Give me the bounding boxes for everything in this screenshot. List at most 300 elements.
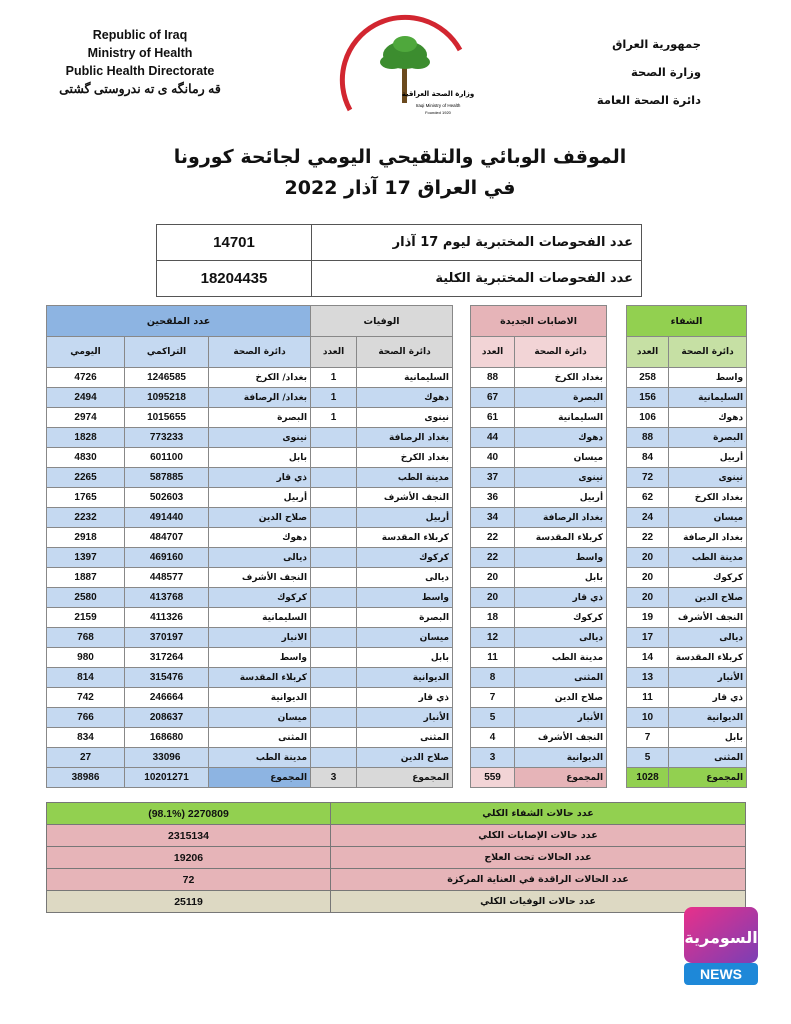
deaths-count — [311, 668, 357, 688]
deaths-dept: نينوى — [357, 408, 453, 428]
recovered-count: 22 — [627, 528, 669, 548]
cases-dept: النجف الأشرف — [515, 728, 607, 748]
gap-cell — [453, 588, 471, 608]
recovered-count: 11 — [627, 688, 669, 708]
cases-count: 37 — [471, 468, 515, 488]
group-header-row — [47, 306, 747, 337]
table-row — [47, 528, 747, 548]
table-row — [47, 548, 747, 568]
cases-count: 34 — [471, 508, 515, 528]
vaccinated-cumulative: 317264 — [125, 648, 209, 668]
recovered-dept: النجف الأشرف — [669, 608, 747, 628]
deaths-count — [311, 728, 357, 748]
gap-cell — [607, 428, 627, 448]
vaccinated-daily: 980 — [47, 648, 125, 668]
summary-value: 2315134 — [47, 825, 331, 847]
gap-cell — [607, 628, 627, 648]
cases-dept: كركوك — [515, 608, 607, 628]
recovered-dept: مدينة الطب — [669, 548, 747, 568]
recovered-count: 7 — [627, 728, 669, 748]
totals-label: المجموع — [669, 768, 747, 788]
recovered-dept: بابل — [669, 728, 747, 748]
cases-dept: بابل — [515, 568, 607, 588]
recovered-count: 72 — [627, 468, 669, 488]
recovered-count: 5 — [627, 748, 669, 768]
vaccinated-cumulative: 1015655 — [125, 408, 209, 428]
gap-cell — [453, 768, 471, 788]
header-english — [40, 26, 240, 98]
recovered-count: 106 — [627, 408, 669, 428]
vaccinated-daily: 1828 — [47, 428, 125, 448]
deaths-dept: صلاح الدين — [357, 748, 453, 768]
gap-cell — [453, 748, 471, 768]
tests-row — [157, 261, 642, 297]
gap-cell — [453, 388, 471, 408]
cases-count: 22 — [471, 528, 515, 548]
summary-row — [47, 847, 746, 869]
cases-dept: كربلاء المقدسة — [515, 528, 607, 548]
news-tag: NEWS — [700, 966, 742, 982]
cases-count: 4 — [471, 728, 515, 748]
deaths-count — [311, 548, 357, 568]
cases-count: 36 — [471, 488, 515, 508]
gap-cell — [453, 548, 471, 568]
vaccinated-cumulative: 33096 — [125, 748, 209, 768]
cases-count: 61 — [471, 408, 515, 428]
gap-cell — [453, 368, 471, 388]
vaccinated-daily: 766 — [47, 708, 125, 728]
deaths-dept: ديالى — [357, 568, 453, 588]
vaccinated-dept: كربلاء المقدسة — [209, 668, 311, 688]
vaccinated-daily: 1887 — [47, 568, 125, 588]
cases-count: 11 — [471, 648, 515, 668]
deaths-count — [311, 588, 357, 608]
gap-cell — [607, 768, 627, 788]
cases-dept: الأنبار — [515, 708, 607, 728]
totals-label: المجموع — [515, 768, 607, 788]
logo-text-year: Founded 1920 — [425, 110, 451, 115]
col-dept: دائرة الصحة — [209, 337, 311, 368]
cases-dept: واسط — [515, 548, 607, 568]
table-row — [47, 568, 747, 588]
cases-count: 18 — [471, 608, 515, 628]
recovered-count: 17 — [627, 628, 669, 648]
vaccinated-dept: أربيل — [209, 488, 311, 508]
col-dept: دائرة الصحة — [515, 337, 607, 368]
cases-count: 12 — [471, 628, 515, 648]
deaths-count — [311, 448, 357, 468]
summary-label: عدد حالات الإصابات الكلي — [331, 825, 746, 847]
vaccinated-daily: 2232 — [47, 508, 125, 528]
table-row — [47, 368, 747, 388]
cases-dept: السليمانية — [515, 408, 607, 428]
summary-row — [47, 825, 746, 847]
vaccinated-dept: البصرة — [209, 408, 311, 428]
table-row — [47, 608, 747, 628]
vaccinated-dept: دهوك — [209, 528, 311, 548]
vaccinated-cumulative: 1246585 — [125, 368, 209, 388]
summary-label: عدد حالات الشفاء الكلي — [331, 803, 746, 825]
vaccinated-daily: 814 — [47, 668, 125, 688]
gap-cell — [607, 488, 627, 508]
cases-count: 88 — [471, 368, 515, 388]
gap-cell — [453, 468, 471, 488]
table-row — [47, 628, 747, 648]
vaccinated-cumulative: 1095218 — [125, 388, 209, 408]
header-en-line: Republic of Iraq — [92, 28, 188, 42]
vaccinated-daily: 4830 — [47, 448, 125, 468]
table-row — [47, 388, 747, 408]
table-row — [47, 468, 747, 488]
table-row — [47, 648, 747, 668]
gap-cell — [453, 306, 471, 337]
vaccinated-dept: نينوى — [209, 428, 311, 448]
gap-cell — [607, 588, 627, 608]
recovered-dept: المثنى — [669, 748, 747, 768]
vaccinated-dept: ميسان — [209, 708, 311, 728]
header-arabic — [561, 30, 701, 114]
header-en-line: Ministry of Health — [87, 46, 193, 60]
gap-cell — [453, 488, 471, 508]
vaccinated-daily: 2159 — [47, 608, 125, 628]
vaccinated-dept: مدينة الطب — [209, 748, 311, 768]
vaccinated-cumulative: 491440 — [125, 508, 209, 528]
recovered-dept: بغداد الرصافة — [669, 528, 747, 548]
summary-label: عدد الحالات تحت العلاج — [331, 847, 746, 869]
vaccinated-cumulative: 469160 — [125, 548, 209, 568]
gap-cell — [453, 628, 471, 648]
deaths-dept: كربلاء المقدسة — [357, 528, 453, 548]
gap-cell — [607, 337, 627, 368]
tests-value: 14701 — [157, 225, 312, 261]
col-daily: اليومي — [47, 337, 125, 368]
deaths-dept: بغداد الرصافة — [357, 428, 453, 448]
cases-count: 3 — [471, 748, 515, 768]
cases-dept: البصرة — [515, 388, 607, 408]
summary-label: عدد حالات الوفيات الكلي — [331, 891, 746, 913]
cases-count: 20 — [471, 568, 515, 588]
recovered-dept: دهوك — [669, 408, 747, 428]
deaths-dept: بابل — [357, 648, 453, 668]
header-ar-line: وزارة الصحة — [631, 65, 701, 79]
vaccinated-daily: 742 — [47, 688, 125, 708]
summary-value: 19206 — [47, 847, 331, 869]
gap-cell — [607, 468, 627, 488]
gap-cell — [607, 388, 627, 408]
recovered-count: 20 — [627, 588, 669, 608]
vaccinated-cumulative: 246664 — [125, 688, 209, 708]
vaccinated-daily: 2974 — [47, 408, 125, 428]
cases-dept: نينوى — [515, 468, 607, 488]
table-row — [47, 748, 747, 768]
deaths-count — [311, 508, 357, 528]
totals-vaccinated-daily: 38986 — [47, 768, 125, 788]
vaccinated-cumulative: 411326 — [125, 608, 209, 628]
ministry-logo — [330, 10, 480, 130]
table-row — [47, 708, 747, 728]
deaths-count — [311, 468, 357, 488]
table-row — [47, 688, 747, 708]
deaths-count: 1 — [311, 388, 357, 408]
gap-cell — [607, 688, 627, 708]
vaccinated-cumulative: 315476 — [125, 668, 209, 688]
deaths-dept: المثنى — [357, 728, 453, 748]
gap-cell — [453, 568, 471, 588]
totals-cases: 559 — [471, 768, 515, 788]
cases-dept: ميسان — [515, 448, 607, 468]
cases-count: 8 — [471, 668, 515, 688]
deaths-dept: السليمانية — [357, 368, 453, 388]
vaccinated-daily: 2918 — [47, 528, 125, 548]
cases-count: 7 — [471, 688, 515, 708]
recovered-dept: صلاح الدين — [669, 588, 747, 608]
cases-count: 20 — [471, 588, 515, 608]
group-recovered: الشفاء — [627, 306, 747, 337]
gap-cell — [453, 668, 471, 688]
gap-cell — [607, 448, 627, 468]
table-row — [47, 428, 747, 448]
deaths-count — [311, 688, 357, 708]
alsumaria-news-logo — [680, 905, 762, 987]
recovered-dept: الأنبار — [669, 668, 747, 688]
cases-dept: بغداد الرصافة — [515, 508, 607, 528]
header-en-line: ﻗﻪ ﺭﻣﺎﻧﮕﻪ ﯼ ﺗﻪ ﻧﺪﺭﻭﺳﺘﯽ ﮔﺸﺘﯽ — [59, 82, 221, 96]
totals-recovered: 1028 — [627, 768, 669, 788]
recovered-count: 10 — [627, 708, 669, 728]
logo-text-en: Iraqi Ministry of Health — [415, 103, 461, 108]
gap-cell — [607, 528, 627, 548]
cases-count: 40 — [471, 448, 515, 468]
recovered-count: 88 — [627, 428, 669, 448]
vaccinated-dept: ذي قار — [209, 468, 311, 488]
deaths-dept: أربيل — [357, 508, 453, 528]
gap-cell — [453, 337, 471, 368]
cases-dept: دهوك — [515, 428, 607, 448]
col-dept: دائرة الصحة — [357, 337, 453, 368]
vaccinated-daily: 4726 — [47, 368, 125, 388]
gap-cell — [607, 608, 627, 628]
gap-cell — [607, 306, 627, 337]
recovered-count: 258 — [627, 368, 669, 388]
news-brand: السومرية — [684, 928, 758, 947]
tests-value: 18204435 — [157, 261, 312, 297]
cases-dept: صلاح الدين — [515, 688, 607, 708]
cases-dept: بغداد الكرخ — [515, 368, 607, 388]
cases-count: 5 — [471, 708, 515, 728]
summary-row — [47, 803, 746, 825]
vaccinated-dept: المثنى — [209, 728, 311, 748]
cases-dept: الديوانية — [515, 748, 607, 768]
gap-cell — [607, 368, 627, 388]
subheader-row — [47, 337, 747, 368]
vaccinated-dept: بغداد/ الرصافة — [209, 388, 311, 408]
gap-cell — [453, 408, 471, 428]
totals-label: المجموع — [209, 768, 311, 788]
vaccinated-cumulative: 370197 — [125, 628, 209, 648]
gap-cell — [453, 428, 471, 448]
gap-cell — [607, 708, 627, 728]
vaccinated-dept: السليمانية — [209, 608, 311, 628]
news-logo-icon — [680, 905, 762, 987]
vaccinated-cumulative: 502603 — [125, 488, 209, 508]
vaccinated-daily: 1397 — [47, 548, 125, 568]
table-row — [47, 728, 747, 748]
deaths-dept: البصرة — [357, 608, 453, 628]
ministry-logo-icon — [330, 10, 480, 130]
vaccinated-cumulative: 413768 — [125, 588, 209, 608]
totals-deaths: 3 — [311, 768, 357, 788]
deaths-count — [311, 568, 357, 588]
deaths-count — [311, 748, 357, 768]
cases-dept: مدينة الطب — [515, 648, 607, 668]
group-vaccinated: عدد الملقحين — [47, 306, 311, 337]
deaths-dept: الأنبار — [357, 708, 453, 728]
gap-cell — [607, 568, 627, 588]
recovered-count: 13 — [627, 668, 669, 688]
gap-cell — [453, 448, 471, 468]
deaths-count — [311, 488, 357, 508]
header-ar-line: دائرة الصحة العامة — [596, 93, 701, 107]
summary-value: 72 — [47, 869, 331, 891]
deaths-count — [311, 628, 357, 648]
logo-text-ar: وزارة الصحة العراقية — [401, 90, 475, 98]
recovered-dept: كربلاء المقدسة — [669, 648, 747, 668]
recovered-dept: السليمانية — [669, 388, 747, 408]
table-row — [47, 588, 747, 608]
col-cumulative: التراكمي — [125, 337, 209, 368]
summary-value: 2270809 (98.1%) — [47, 803, 331, 825]
deaths-dept: النجف الأشرف — [357, 488, 453, 508]
col-dept: دائرة الصحة — [669, 337, 747, 368]
col-count: العدد — [471, 337, 515, 368]
recovered-dept: البصرة — [669, 428, 747, 448]
gap-cell — [453, 528, 471, 548]
cases-dept: أربيل — [515, 488, 607, 508]
gap-cell — [607, 548, 627, 568]
gap-cell — [607, 648, 627, 668]
gap-cell — [607, 748, 627, 768]
recovered-dept: أربيل — [669, 448, 747, 468]
deaths-dept: بغداد الكرخ — [357, 448, 453, 468]
totals-label: المجموع — [357, 768, 453, 788]
recovered-count: 14 — [627, 648, 669, 668]
col-count: العدد — [311, 337, 357, 368]
table-row — [47, 488, 747, 508]
vaccinated-cumulative: 773233 — [125, 428, 209, 448]
recovered-count: 62 — [627, 488, 669, 508]
gap-cell — [607, 728, 627, 748]
deaths-dept: واسط — [357, 588, 453, 608]
deaths-count: 1 — [311, 408, 357, 428]
vaccinated-cumulative: 448577 — [125, 568, 209, 588]
gap-cell — [453, 508, 471, 528]
gap-cell — [607, 508, 627, 528]
tests-label: عدد الفحوصات المختبرية ليوم 17 آذار — [312, 225, 642, 261]
cases-count: 44 — [471, 428, 515, 448]
gap-cell — [453, 688, 471, 708]
cases-dept: المثنى — [515, 668, 607, 688]
cases-count: 22 — [471, 548, 515, 568]
recovered-dept: واسط — [669, 368, 747, 388]
deaths-count — [311, 528, 357, 548]
tests-row — [157, 225, 642, 261]
col-count: العدد — [627, 337, 669, 368]
title-line-2: في العراق 17 آذار 2022 — [284, 177, 516, 199]
table-row — [47, 408, 747, 428]
recovered-count: 19 — [627, 608, 669, 628]
vaccinated-dept: النجف الأشرف — [209, 568, 311, 588]
vaccinated-dept: كركوك — [209, 588, 311, 608]
gap-cell — [607, 668, 627, 688]
gap-cell — [453, 648, 471, 668]
vaccinated-daily: 1765 — [47, 488, 125, 508]
group-cases: الاصابات الجديدة — [471, 306, 607, 337]
header-en-line: Public Health Directorate — [65, 64, 215, 78]
deaths-dept: الديوانية — [357, 668, 453, 688]
vaccinated-daily: 834 — [47, 728, 125, 748]
vaccinated-dept: واسط — [209, 648, 311, 668]
deaths-dept: ذي قار — [357, 688, 453, 708]
totals-vaccinated-cumulative: 10201271 — [125, 768, 209, 788]
summary-table — [46, 802, 746, 913]
table-row — [47, 448, 747, 468]
recovered-count: 84 — [627, 448, 669, 468]
summary-label: عدد الحالات الراقدة في العناية المركزة — [331, 869, 746, 891]
recovered-count: 24 — [627, 508, 669, 528]
recovered-dept: كركوك — [669, 568, 747, 588]
vaccinated-daily: 768 — [47, 628, 125, 648]
deaths-count — [311, 608, 357, 628]
deaths-dept: كركوك — [357, 548, 453, 568]
recovered-dept: الديوانية — [669, 708, 747, 728]
recovered-count: 20 — [627, 568, 669, 588]
vaccinated-daily: 2580 — [47, 588, 125, 608]
deaths-count — [311, 428, 357, 448]
vaccinated-dept: الديوانية — [209, 688, 311, 708]
vaccinated-cumulative: 587885 — [125, 468, 209, 488]
vaccinated-cumulative: 601100 — [125, 448, 209, 468]
gap-cell — [453, 608, 471, 628]
stats-table — [46, 305, 747, 788]
table-row — [47, 668, 747, 688]
summary-row — [47, 891, 746, 913]
recovered-dept: ميسان — [669, 508, 747, 528]
summary-row — [47, 869, 746, 891]
deaths-dept: ميسان — [357, 628, 453, 648]
deaths-dept: دهوك — [357, 388, 453, 408]
vaccinated-daily: 2265 — [47, 468, 125, 488]
title-line-1: الموقف الوبائي والتلقيحي اليومي لجائحة كورونا — [173, 146, 627, 168]
header-ar-line: جمهورية العراق — [612, 37, 701, 51]
vaccinated-cumulative: 484707 — [125, 528, 209, 548]
gap-cell — [607, 408, 627, 428]
recovered-dept: بغداد الكرخ — [669, 488, 747, 508]
group-deaths: الوفيات — [311, 306, 453, 337]
gap-cell — [453, 708, 471, 728]
deaths-count: 1 — [311, 368, 357, 388]
vaccinated-cumulative: 168680 — [125, 728, 209, 748]
cases-dept: ذي قار — [515, 588, 607, 608]
recovered-count: 20 — [627, 548, 669, 568]
cases-dept: ديالى — [515, 628, 607, 648]
totals-row — [47, 768, 747, 788]
page-title — [150, 142, 650, 204]
vaccinated-cumulative: 208637 — [125, 708, 209, 728]
vaccinated-dept: بغداد/ الكرخ — [209, 368, 311, 388]
deaths-count — [311, 708, 357, 728]
tests-table — [156, 224, 642, 297]
deaths-dept: مدينة الطب — [357, 468, 453, 488]
